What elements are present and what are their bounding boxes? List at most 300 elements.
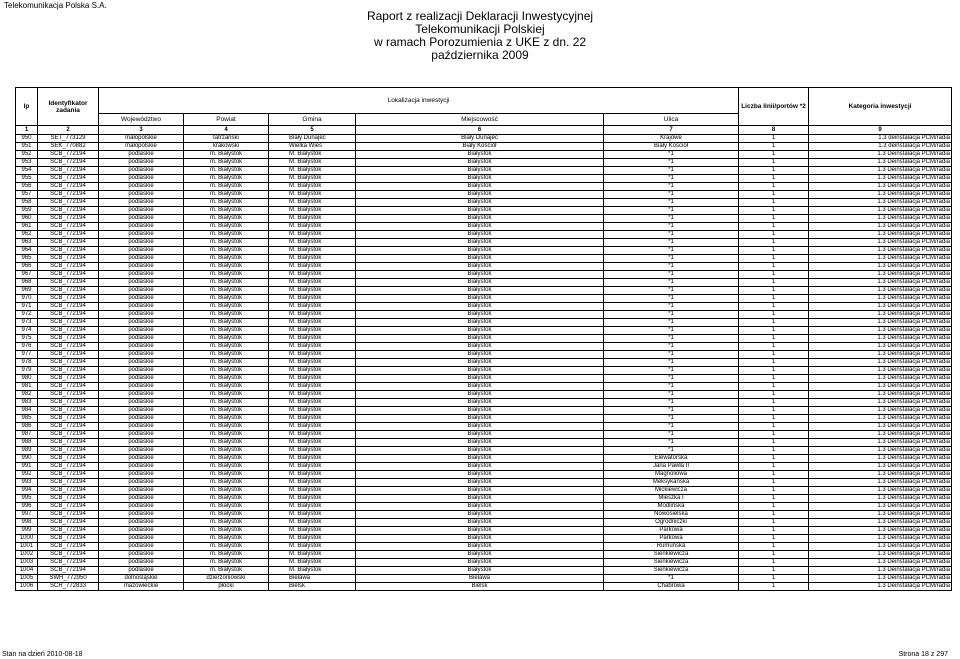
- cell-lp: 978: [16, 359, 38, 367]
- cell-kategoria: 1.3 Deinstalacja PCM/radia: [809, 351, 952, 359]
- cell-powiat: m. Białystok: [184, 255, 269, 263]
- cell-kategoria: 1.3 Deinstalacja PCM/radia: [809, 279, 952, 287]
- cell-gmina: M. Białystok: [269, 551, 356, 559]
- cell-powiat: m. Białystok: [184, 343, 269, 351]
- cell-gmina: M. Białystok: [269, 375, 356, 383]
- cell-miejscowosc: Białystok: [356, 559, 604, 567]
- cell-gmina: Bielsk: [269, 583, 356, 591]
- cell-kategoria: 1.3 Deinstalacja PCM/radia: [809, 287, 952, 295]
- cell-gmina: M. Białystok: [269, 415, 356, 423]
- cell-kategoria: 1.3 Deinstalacja PCM/radia: [809, 399, 952, 407]
- header-identyfikator: Identyfikator zadania: [38, 88, 99, 126]
- cell-ulica: *1: [604, 271, 739, 279]
- table-row: [16, 239, 952, 247]
- table-row: [16, 487, 952, 495]
- cell-kategoria: 1.3 Deinstalacja PCM/radia: [809, 551, 952, 559]
- cell-gmina: M. Białystok: [269, 543, 356, 551]
- cell-ulica: *1: [604, 239, 739, 247]
- cell-gmina: M. Białystok: [269, 447, 356, 455]
- cell-ulica: Rumuńska: [604, 543, 739, 551]
- cell-miejscowosc: Białystok: [356, 231, 604, 239]
- cell-ulica: *1: [604, 167, 739, 175]
- cell-powiat: m. Białystok: [184, 263, 269, 271]
- cell-wojewodztwo: podlaskie: [99, 479, 184, 487]
- cell-liczba: 1: [739, 351, 809, 359]
- cell-gmina: M. Białystok: [269, 535, 356, 543]
- cell-identyfikator: SCB_772194: [38, 303, 99, 311]
- cell-lp: 992: [16, 471, 38, 479]
- cell-powiat: m. Białystok: [184, 407, 269, 415]
- table-row: [16, 183, 952, 191]
- cell-miejscowosc: Biały Kościół: [356, 143, 604, 151]
- table-row: [16, 503, 952, 511]
- cell-ulica: *1: [604, 223, 739, 231]
- cell-wojewodztwo: podlaskie: [99, 447, 184, 455]
- cell-liczba: 1: [739, 415, 809, 423]
- cell-ulica: Sienkiewicza: [604, 559, 739, 567]
- cell-powiat: m. Białystok: [184, 527, 269, 535]
- cell-miejscowosc: Białystok: [356, 199, 604, 207]
- cell-gmina: M. Białystok: [269, 159, 356, 167]
- cell-powiat: m. Białystok: [184, 191, 269, 199]
- cell-lp: 969: [16, 287, 38, 295]
- cell-identyfikator: SCB_772194: [38, 207, 99, 215]
- cell-liczba: 1: [739, 431, 809, 439]
- cell-powiat: dzierżoniowski: [184, 575, 269, 583]
- cell-wojewodztwo: podlaskie: [99, 391, 184, 399]
- cell-powiat: m. Białystok: [184, 503, 269, 511]
- cell-wojewodztwo: podlaskie: [99, 343, 184, 351]
- cell-gmina: M. Białystok: [269, 223, 356, 231]
- cell-lp: 993: [16, 479, 38, 487]
- report-table: [15, 87, 952, 591]
- table-row: [16, 367, 952, 375]
- cell-identyfikator: SCB_772194: [38, 271, 99, 279]
- cell-miejscowosc: Białystok: [356, 391, 604, 399]
- cell-identyfikator: SCB_772194: [38, 231, 99, 239]
- cell-identyfikator: SCB_772194: [38, 175, 99, 183]
- report-title-line2: w ramach Porozumienia z UKE z dn. 22 października 2009: [373, 35, 587, 62]
- cell-kategoria: 1.3 Deinstalacja PCM/radia: [809, 175, 952, 183]
- cell-wojewodztwo: podlaskie: [99, 407, 184, 415]
- cell-ulica: *1: [604, 423, 739, 431]
- cell-liczba: 1: [739, 295, 809, 303]
- cell-identyfikator: SCB_772194: [38, 559, 99, 567]
- cell-lp: 972: [16, 311, 38, 319]
- cell-kategoria: 1.3 Deinstalacja PCM/radia: [809, 487, 952, 495]
- cell-identyfikator: SCB_772194: [38, 375, 99, 383]
- column-number: 8: [739, 126, 809, 135]
- cell-kategoria: 1.3 Deinstalacja PCM/radia: [809, 439, 952, 447]
- cell-powiat: m. Białystok: [184, 487, 269, 495]
- cell-gmina: M. Białystok: [269, 295, 356, 303]
- cell-ulica: *1: [604, 375, 739, 383]
- cell-kategoria: 1.3 Deinstalacja PCM/radia: [809, 247, 952, 255]
- cell-wojewodztwo: podlaskie: [99, 351, 184, 359]
- header-liczba: Liczba linii/portów *2: [739, 88, 809, 126]
- cell-miejscowosc: Białystok: [356, 287, 604, 295]
- cell-lp: 952: [16, 151, 38, 159]
- cell-wojewodztwo: podlaskie: [99, 399, 184, 407]
- header-wojewodztwo: Województwo: [99, 114, 184, 126]
- cell-gmina: M. Białystok: [269, 215, 356, 223]
- cell-wojewodztwo: podlaskie: [99, 495, 184, 503]
- report-title-line1: Raport z realizacji Deklaracji Inwestycyjnej Telekomunikacji Polskiej: [366, 9, 594, 36]
- cell-gmina: M. Białystok: [269, 271, 356, 279]
- cell-lp: 1003: [16, 559, 38, 567]
- cell-wojewodztwo: podlaskie: [99, 383, 184, 391]
- header-gmina: Gmina: [269, 114, 356, 126]
- cell-identyfikator: SCB_772194: [38, 223, 99, 231]
- cell-powiat: m. Białystok: [184, 455, 269, 463]
- cell-ulica: *1: [604, 287, 739, 295]
- cell-liczba: 1: [739, 167, 809, 175]
- cell-identyfikator: SCB_772194: [38, 287, 99, 295]
- cell-lp: 954: [16, 167, 38, 175]
- cell-powiat: m. Białystok: [184, 567, 269, 575]
- cell-gmina: M. Białystok: [269, 463, 356, 471]
- cell-identyfikator: SCB_772194: [38, 447, 99, 455]
- cell-identyfikator: SCB_772194: [38, 327, 99, 335]
- cell-ulica: *1: [604, 319, 739, 327]
- cell-identyfikator: SCB_772194: [38, 455, 99, 463]
- table-row: [16, 223, 952, 231]
- cell-kategoria: 1.3 Deinstalacja PCM/radia: [809, 447, 952, 455]
- cell-kategoria: 1.3 Deinstalacja PCM/radia: [809, 223, 952, 231]
- cell-powiat: tatrzański: [184, 135, 269, 143]
- cell-wojewodztwo: podlaskie: [99, 247, 184, 255]
- cell-lp: 955: [16, 175, 38, 183]
- cell-kategoria: 1.3 Deinstalacja PCM/radia: [809, 463, 952, 471]
- cell-gmina: M. Białystok: [269, 351, 356, 359]
- column-number: 1: [16, 126, 38, 135]
- cell-kategoria: 1.3 Deinstalacja PCM/radia: [809, 191, 952, 199]
- cell-kategoria: 1.3 Deinstalacja PCM/radia: [809, 263, 952, 271]
- cell-liczba: 1: [739, 495, 809, 503]
- cell-miejscowosc: Białystok: [356, 479, 604, 487]
- cell-ulica: *1: [604, 151, 739, 159]
- cell-liczba: 1: [739, 471, 809, 479]
- cell-kategoria: 1.3 Deinstalacja PCM/radia: [809, 503, 952, 511]
- cell-wojewodztwo: podlaskie: [99, 183, 184, 191]
- cell-ulica: Ogrodniczki: [604, 519, 739, 527]
- cell-lp: 963: [16, 239, 38, 247]
- cell-powiat: m. Białystok: [184, 495, 269, 503]
- cell-wojewodztwo: podlaskie: [99, 431, 184, 439]
- table-row: [16, 327, 952, 335]
- table-row: [16, 455, 952, 463]
- cell-identyfikator: SCB_772194: [38, 247, 99, 255]
- cell-lp: 995: [16, 495, 38, 503]
- cell-lp: 965: [16, 255, 38, 263]
- cell-identyfikator: SCB_772194: [38, 159, 99, 167]
- cell-kategoria: 1.3 Deinstalacja PCM/radia: [809, 431, 952, 439]
- cell-identyfikator: SCB_772194: [38, 295, 99, 303]
- cell-gmina: M. Białystok: [269, 471, 356, 479]
- cell-ulica: *1: [604, 399, 739, 407]
- cell-wojewodztwo: podlaskie: [99, 367, 184, 375]
- cell-kategoria: 1.3 Deinstalacja PCM/radia: [809, 519, 952, 527]
- cell-gmina: M. Białystok: [269, 519, 356, 527]
- cell-lp: 971: [16, 303, 38, 311]
- cell-powiat: m. Białystok: [184, 439, 269, 447]
- cell-kategoria: 1.3 Deinstalacja PCM/radia: [809, 479, 952, 487]
- cell-wojewodztwo: podlaskie: [99, 439, 184, 447]
- cell-wojewodztwo: podlaskie: [99, 167, 184, 175]
- cell-wojewodztwo: podlaskie: [99, 551, 184, 559]
- cell-kategoria: 1.3 Deinstalacja PCM/radia: [809, 527, 952, 535]
- cell-wojewodztwo: podlaskie: [99, 471, 184, 479]
- cell-lp: 988: [16, 439, 38, 447]
- cell-ulica: *1: [604, 311, 739, 319]
- cell-liczba: 1: [739, 543, 809, 551]
- cell-powiat: m. Białystok: [184, 199, 269, 207]
- cell-wojewodztwo: podlaskie: [99, 463, 184, 471]
- cell-kategoria: 1.3 Deinstalacja PCM/radia: [809, 151, 952, 159]
- cell-miejscowosc: Białystok: [356, 543, 604, 551]
- cell-wojewodztwo: podlaskie: [99, 207, 184, 215]
- table-row: [16, 447, 952, 455]
- cell-ulica: Meksykańska: [604, 479, 739, 487]
- cell-powiat: m. Białystok: [184, 247, 269, 255]
- cell-lp: 953: [16, 159, 38, 167]
- cell-gmina: M. Białystok: [269, 527, 356, 535]
- column-number: 3: [99, 126, 184, 135]
- cell-identyfikator: SCB_772194: [38, 351, 99, 359]
- report-title: [340, 10, 620, 62]
- cell-powiat: m. Białystok: [184, 535, 269, 543]
- cell-lp: 1002: [16, 551, 38, 559]
- cell-liczba: 1: [739, 255, 809, 263]
- cell-kategoria: 1.3 Deinstalacja PCM/radia: [809, 343, 952, 351]
- table-row: [16, 351, 952, 359]
- cell-powiat: m. Białystok: [184, 335, 269, 343]
- cell-gmina: M. Białystok: [269, 407, 356, 415]
- cell-wojewodztwo: podlaskie: [99, 519, 184, 527]
- cell-identyfikator: SCR_772833: [38, 583, 99, 591]
- cell-identyfikator: SCB_772194: [38, 439, 99, 447]
- cell-miejscowosc: Białystok: [356, 567, 604, 575]
- cell-lp: 996: [16, 503, 38, 511]
- cell-lp: 1001: [16, 543, 38, 551]
- cell-liczba: 1: [739, 215, 809, 223]
- cell-ulica: Krajowe: [604, 135, 739, 143]
- cell-identyfikator: SCB_772194: [38, 319, 99, 327]
- cell-lp: 982: [16, 391, 38, 399]
- table-row: [16, 343, 952, 351]
- cell-kategoria: 1.3 Deinstalacja PCM/radia: [809, 255, 952, 263]
- cell-gmina: Bielawa: [269, 575, 356, 583]
- table-row: [16, 535, 952, 543]
- cell-ulica: *1: [604, 407, 739, 415]
- cell-liczba: 1: [739, 311, 809, 319]
- cell-wojewodztwo: podlaskie: [99, 535, 184, 543]
- cell-liczba: 1: [739, 439, 809, 447]
- cell-powiat: m. Białystok: [184, 303, 269, 311]
- cell-wojewodztwo: podlaskie: [99, 159, 184, 167]
- cell-miejscowosc: Białystok: [356, 183, 604, 191]
- cell-ulica: Nowosielska: [604, 511, 739, 519]
- table-row: [16, 287, 952, 295]
- cell-kategoria: 1.3 Deinstalacja PCM/radia: [809, 327, 952, 335]
- cell-wojewodztwo: mazowieckie: [99, 583, 184, 591]
- cell-kategoria: 1.3 Deinstalacja PCM/radia: [809, 543, 952, 551]
- cell-wojewodztwo: podlaskie: [99, 199, 184, 207]
- cell-powiat: m. Białystok: [184, 519, 269, 527]
- cell-identyfikator: SCB_772194: [38, 239, 99, 247]
- cell-miejscowosc: Białystok: [356, 327, 604, 335]
- cell-gmina: M. Białystok: [269, 263, 356, 271]
- cell-wojewodztwo: podlaskie: [99, 527, 184, 535]
- cell-liczba: 1: [739, 519, 809, 527]
- cell-kategoria: 1.3 Deinstalacja PCM/radia: [809, 455, 952, 463]
- cell-wojewodztwo: podlaskie: [99, 255, 184, 263]
- table-row: [16, 407, 952, 415]
- cell-ulica: *1: [604, 303, 739, 311]
- cell-powiat: m. Białystok: [184, 479, 269, 487]
- cell-miejscowosc: Białystok: [356, 423, 604, 431]
- cell-ulica: *1: [604, 415, 739, 423]
- column-number: 5: [269, 126, 356, 135]
- cell-lp: 1005: [16, 575, 38, 583]
- cell-powiat: m. Białystok: [184, 271, 269, 279]
- cell-powiat: m. Białystok: [184, 431, 269, 439]
- table-row: [16, 279, 952, 287]
- cell-kategoria: 1.3 Deinstalacja PCM/radia: [809, 583, 952, 591]
- cell-powiat: płocki: [184, 583, 269, 591]
- cell-gmina: M. Białystok: [269, 559, 356, 567]
- cell-gmina: M. Białystok: [269, 247, 356, 255]
- cell-miejscowosc: Białystok: [356, 335, 604, 343]
- table-row: [16, 431, 952, 439]
- cell-powiat: m. Białystok: [184, 279, 269, 287]
- cell-wojewodztwo: podlaskie: [99, 223, 184, 231]
- cell-kategoria: 1.3 Deinstalacja PCM/radia: [809, 167, 952, 175]
- company-name: Telekomunikacja Polska S.A.: [4, 1, 107, 10]
- cell-lp: 987: [16, 431, 38, 439]
- cell-gmina: M. Białystok: [269, 327, 356, 335]
- cell-lp: 989: [16, 447, 38, 455]
- cell-identyfikator: SWH_772950: [38, 575, 99, 583]
- cell-gmina: M. Białystok: [269, 503, 356, 511]
- cell-lp: 951: [16, 143, 38, 151]
- cell-lp: 981: [16, 383, 38, 391]
- cell-wojewodztwo: małopolskie: [99, 143, 184, 151]
- cell-ulica: *1: [604, 199, 739, 207]
- cell-liczba: 1: [739, 463, 809, 471]
- cell-liczba: 1: [739, 359, 809, 367]
- table-row: [16, 271, 952, 279]
- cell-identyfikator: SCB_772194: [38, 383, 99, 391]
- table-row: [16, 247, 952, 255]
- cell-kategoria: 1.3 deinstalacja PCM/radia: [809, 135, 952, 143]
- cell-wojewodztwo: podlaskie: [99, 295, 184, 303]
- cell-ulica: Mieszka I: [604, 495, 739, 503]
- cell-miejscowosc: Białystok: [356, 495, 604, 503]
- cell-kategoria: 1.3 deinstalacja PCM/radia: [809, 143, 952, 151]
- cell-ulica: *1: [604, 359, 739, 367]
- table-row: [16, 583, 952, 591]
- cell-liczba: 1: [739, 391, 809, 399]
- table-row: [16, 143, 952, 151]
- table-row: [16, 207, 952, 215]
- cell-powiat: m. Białystok: [184, 463, 269, 471]
- cell-ulica: Parkowa: [604, 527, 739, 535]
- cell-lp: 1006: [16, 583, 38, 591]
- cell-wojewodztwo: podlaskie: [99, 263, 184, 271]
- cell-miejscowosc: Białystok: [356, 223, 604, 231]
- cell-powiat: m. Białystok: [184, 183, 269, 191]
- cell-lp: 970: [16, 295, 38, 303]
- cell-identyfikator: SCB_772194: [38, 359, 99, 367]
- cell-identyfikator: SCB_772194: [38, 519, 99, 527]
- cell-ulica: *1: [604, 351, 739, 359]
- cell-powiat: m. Białystok: [184, 207, 269, 215]
- cell-kategoria: 1.3 Deinstalacja PCM/radia: [809, 199, 952, 207]
- cell-ulica: Modlińska: [604, 503, 739, 511]
- cell-gmina: M. Białystok: [269, 431, 356, 439]
- cell-wojewodztwo: małopolskie: [99, 135, 184, 143]
- cell-powiat: m. Białystok: [184, 231, 269, 239]
- cell-identyfikator: SCB_772194: [38, 151, 99, 159]
- cell-liczba: 1: [739, 183, 809, 191]
- table-row: [16, 551, 952, 559]
- cell-identyfikator: SCB_772194: [38, 527, 99, 535]
- cell-gmina: M. Białystok: [269, 439, 356, 447]
- cell-liczba: 1: [739, 479, 809, 487]
- cell-lp: 958: [16, 199, 38, 207]
- cell-liczba: 1: [739, 207, 809, 215]
- cell-gmina: Wielka Wieś: [269, 143, 356, 151]
- table-row: [16, 415, 952, 423]
- table-row: [16, 439, 952, 447]
- header-kategoria: Kategoria inwestycji: [809, 88, 952, 126]
- cell-liczba: 1: [739, 199, 809, 207]
- cell-liczba: 1: [739, 279, 809, 287]
- cell-wojewodztwo: podlaskie: [99, 543, 184, 551]
- cell-gmina: M. Białystok: [269, 567, 356, 575]
- cell-powiat: m. Białystok: [184, 423, 269, 431]
- cell-kategoria: 1.3 Deinstalacja PCM/radia: [809, 375, 952, 383]
- cell-liczba: 1: [739, 287, 809, 295]
- cell-powiat: krakowski: [184, 143, 269, 151]
- cell-kategoria: 1.3 Deinstalacja PCM/radia: [809, 183, 952, 191]
- cell-ulica: *1: [604, 439, 739, 447]
- footer-page: Strona 18 z 297: [898, 651, 948, 658]
- cell-ulica: *1: [604, 247, 739, 255]
- cell-miejscowosc: Białystok: [356, 431, 604, 439]
- table-row: [16, 303, 952, 311]
- cell-miejscowosc: Białystok: [356, 359, 604, 367]
- cell-wojewodztwo: podlaskie: [99, 559, 184, 567]
- cell-gmina: M. Białystok: [269, 495, 356, 503]
- cell-powiat: m. Białystok: [184, 319, 269, 327]
- cell-powiat: m. Białystok: [184, 543, 269, 551]
- cell-miejscowosc: Białystok: [356, 399, 604, 407]
- cell-identyfikator: SCB_772194: [38, 503, 99, 511]
- footer-date: Stan na dzień 2010-08-18: [2, 651, 83, 658]
- cell-identyfikator: SCB_772194: [38, 487, 99, 495]
- cell-gmina: M. Białystok: [269, 239, 356, 247]
- cell-liczba: 1: [739, 551, 809, 559]
- table-row: [16, 527, 952, 535]
- cell-kategoria: 1.3 Deinstalacja PCM/radia: [809, 335, 952, 343]
- cell-gmina: M. Białystok: [269, 367, 356, 375]
- cell-wojewodztwo: podlaskie: [99, 327, 184, 335]
- cell-gmina: M. Białystok: [269, 455, 356, 463]
- cell-powiat: m. Białystok: [184, 511, 269, 519]
- cell-miejscowosc: Bielsk: [356, 583, 604, 591]
